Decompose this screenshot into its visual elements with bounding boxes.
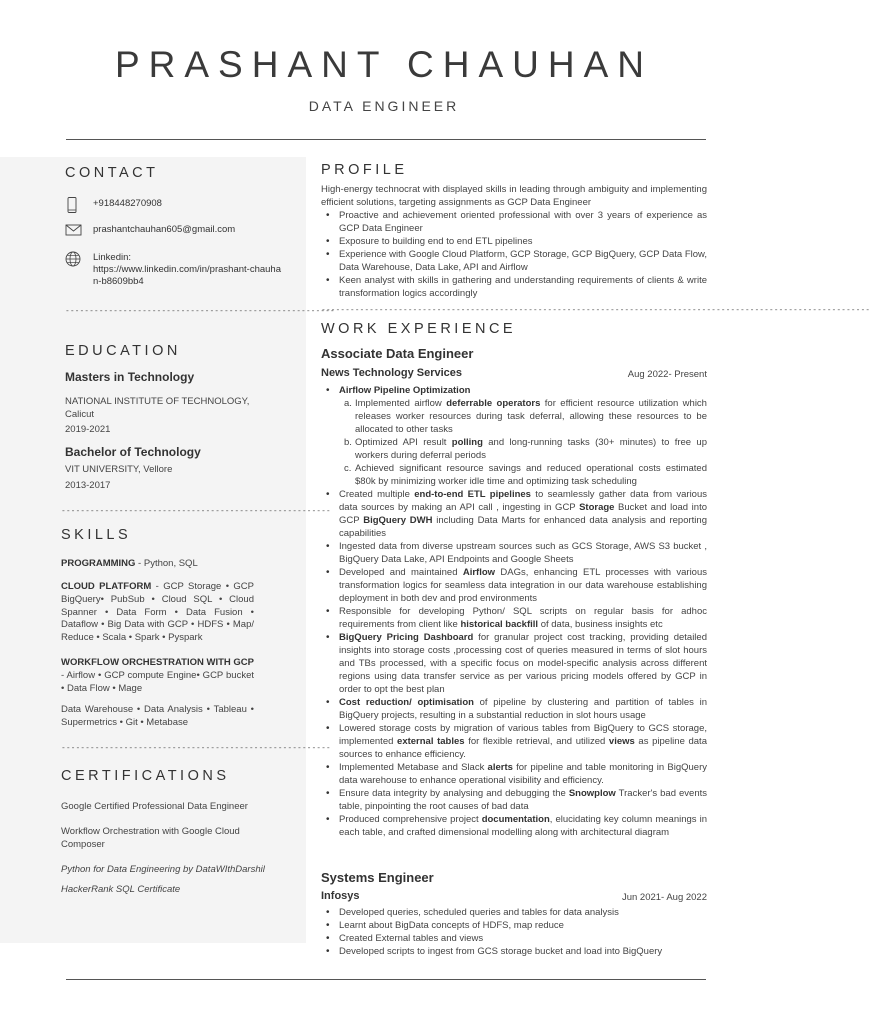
- work-heading: WORK EXPERIENCE: [321, 321, 517, 337]
- text: Developed and maintained: [339, 567, 463, 578]
- skill-values: - Python, SQL: [135, 558, 198, 569]
- emphasis: deferrable operators: [446, 398, 541, 409]
- text: DAGs, enhancing ETL processes with various transformation logics for seamless data integration in our data warehouse establishing deployment in both dev and prod environments: [339, 567, 707, 604]
- text: Implemented Metabase and Slack: [339, 762, 488, 773]
- footer-divider: [66, 979, 706, 980]
- section-divider: ------------------------------------------------------------------------------------------------------------------: [321, 305, 870, 314]
- text: Implemented airflow: [355, 398, 447, 409]
- list-item: [321, 631, 707, 696]
- emphasis: Cost reduction/ optimisation: [339, 697, 474, 708]
- education-heading: EDUCATION: [65, 343, 181, 359]
- job-dates: Jun 2021- Aug 2022: [621, 892, 707, 903]
- emphasis: external tables: [397, 736, 465, 747]
- list-item: [321, 384, 707, 488]
- school-name: NATIONAL INSTITUTE OF TECHNOLOGY, Calicut: [65, 396, 250, 420]
- list-item: [321, 696, 707, 722]
- degree-title: Bachelor of Technology: [65, 445, 201, 459]
- emphasis: historical backfill: [460, 619, 539, 630]
- email-address[interactable]: prashantchauhan605@gmail.com: [93, 224, 236, 235]
- list-item: [321, 722, 707, 761]
- text: , elucidating key column meanings in each table, and crafted dimensional modelling along with architectural diagram: [339, 814, 707, 838]
- list-item: [321, 488, 707, 540]
- text: Responsible for developing Python/ SQL scripts on regular basis for adhoc requirements from client like: [339, 606, 707, 630]
- skill-programming: [61, 558, 254, 571]
- phone-icon: [65, 197, 83, 213]
- sub-marker: b.: [344, 437, 352, 448]
- text: of pipeline by clustering and partition of tables in BigQuery projects, resulting in a substantial reduction in slot hours usage: [339, 697, 707, 721]
- text: Lowered storage costs by migration of various tables from BigQuery to GCS storage, implemented: [339, 723, 707, 747]
- emphasis: BigQuery Pricing Dashboard: [339, 632, 474, 643]
- text: Tracker's bad events table, pinpointing the root causes of bad data: [339, 788, 708, 812]
- sub-item: [339, 397, 707, 436]
- emphasis: views: [608, 736, 635, 747]
- list-item: • Created External tables and views: [321, 932, 707, 945]
- list-item: • Experience with Google Cloud Platform, GCP Storage, GCP BigQuery, GCP Data Flow, Data Warehouse, Data Lake, API and Airflow: [321, 248, 707, 274]
- list-item: • Developed scripts to ingest from GCS storage bucket and load into BigQuery: [321, 945, 707, 958]
- skills-heading: SKILLS: [61, 527, 132, 543]
- candidate-role: DATA ENGINEER: [308, 98, 460, 114]
- certifications-heading: CERTIFICATIONS: [61, 768, 230, 784]
- job-bullets: [321, 906, 707, 958]
- education-years: 2019-2021: [65, 424, 111, 435]
- list-item: [321, 813, 707, 839]
- emphasis: documentation: [481, 814, 550, 825]
- profile-bullets: [321, 209, 707, 300]
- candidate-name: PRASHANT CHAUHAN: [114, 44, 654, 85]
- company-name: Infosys: [321, 890, 360, 902]
- degree-title: Masters in Technology: [65, 370, 195, 384]
- text: for pipeline and table monitoring in BigQuery data warehouse to enhance operational visibility and efficiency.: [339, 762, 707, 786]
- text: including Data Marts for enhanced data analysis and reporting capabilities: [339, 515, 707, 539]
- text: for efficient resource utilization which releases worker resources during task deferral, allowing these resources to be allocated to other tasks: [355, 398, 707, 435]
- text: Bucket and load into GCP: [339, 502, 707, 526]
- emphasis: Airflow: [462, 567, 496, 578]
- linkedin-label: Linkedin:: [93, 252, 132, 263]
- list-item: [321, 761, 707, 787]
- mail-icon: [65, 223, 83, 239]
- list-item: [321, 566, 707, 605]
- list-item: [321, 787, 707, 813]
- list-item: • Proactive and achievement oriented professional with over 3 years of experience as GCP Data Engineer: [321, 209, 707, 235]
- skill-workflow: [61, 657, 254, 695]
- sub-marker: c.: [344, 463, 352, 474]
- certification-item: Python for Data Engineering by DataWIthDarshil: [61, 864, 265, 875]
- skill-label: PROGRAMMING: [61, 558, 136, 569]
- company-name: News Technology Services: [321, 367, 463, 379]
- emphasis: Storage: [579, 502, 615, 513]
- profile-intro: High-energy technocrat with displayed skills in leading through ambiguity and implementing efficient solutions, targeting assignments as GCP Data Engineer: [321, 184, 707, 208]
- skill-other: Data Warehouse • Data Analysis • Tableau • Supermetrics • Git • Metabase: [61, 704, 254, 728]
- emphasis: alerts: [487, 762, 513, 773]
- globe-icon: [65, 251, 83, 267]
- sub-item: [339, 462, 707, 488]
- job-bullets: [321, 384, 707, 839]
- list-item: • Keen analyst with skills in gathering and understanding requirements of clients & write transformation logics accordingly: [321, 274, 707, 300]
- text: for granular project cost tracking, providing detailed insights into storage costs ,processing cost of queries measured in terms of slot hours and TBs processed, with a specific focus on model-specific analysis across different regions using data transfer service as per various pricing models offered by GCP in order to opt the best plan: [339, 632, 707, 695]
- text: Created multiple: [339, 489, 415, 500]
- linkedin-url[interactable]: https://www.linkedin.com/in/prashant-chauhan-b8609bb4: [93, 264, 281, 287]
- certification-item: HackerRank SQL Certificate: [61, 884, 181, 895]
- skill-label: WORKFLOW ORCHESTRATION WITH GCP: [61, 657, 254, 668]
- emphasis: polling: [451, 437, 483, 448]
- job-dates: Aug 2022- Present: [627, 369, 707, 380]
- emphasis: BigQuery DWH: [363, 515, 433, 526]
- list-item: [321, 605, 707, 631]
- emphasis: end-to-end ETL pipelines: [414, 489, 531, 500]
- skill-cloud: [61, 581, 254, 645]
- list-item: • Developed queries, scheduled queries and tables for data analysis: [321, 906, 707, 919]
- phone-number[interactable]: +918448270908: [93, 198, 162, 209]
- list-item: • Ingested data from diverse upstream sources such as GCS Storage, AWS S3 bucket , BigQuery Data Lake, API Endpoints and Google Sheets: [321, 540, 707, 566]
- text: Optimized API result: [355, 437, 452, 448]
- text: Produced comprehensive project: [339, 814, 482, 825]
- text: as pipeline data sources to enhance efficiency.: [339, 736, 707, 760]
- emphasis: Snowplow: [568, 788, 616, 799]
- text: for flexible retrieval, and utilized: [464, 736, 609, 747]
- list-item: • Learnt about BigData concepts of HDFS, map reduce: [321, 919, 707, 932]
- skill-values: - Airflow • GCP compute Engine• GCP bucket • Data Flow • Mage: [61, 669, 254, 694]
- profile-heading: PROFILE: [321, 162, 408, 178]
- text: of data, business insights etc: [538, 619, 663, 630]
- job-title: Systems Engineer: [321, 870, 434, 885]
- sub-list: [339, 397, 707, 488]
- sub-marker: a.: [344, 398, 352, 409]
- contact-heading: CONTACT: [65, 165, 159, 181]
- header-divider: [66, 139, 706, 140]
- section-divider: --------------------------------------------------------: [65, 306, 335, 315]
- text: and long-running tasks (30+ minutes) to free up workers during deferral periods: [355, 437, 707, 461]
- certification-item: Workflow Orchestration with Google Cloud Composer: [61, 826, 240, 850]
- text: to seamlessly gather data from various data sources by making an API call , ingesting in GCP: [339, 489, 707, 513]
- list-item: • Exposure to building end to end ETL pipelines: [321, 235, 707, 248]
- text: Ensure data integrity by analysing and debugging the: [339, 788, 569, 799]
- skill-label: CLOUD PLATFORM: [61, 581, 152, 592]
- section-divider: --------------------------------------------------------: [61, 506, 331, 515]
- text: Achieved significant resource savings and reduced operational costs estimated $80k by minimizing worker idle time and optimizing task scheduling: [355, 463, 707, 487]
- education-years: 2013-2017: [65, 480, 111, 491]
- job-title: Associate Data Engineer: [321, 346, 474, 361]
- bullet-heading: Airflow Pipeline Optimization: [339, 385, 471, 396]
- section-divider: --------------------------------------------------------: [61, 743, 331, 752]
- certification-item: Google Certified Professional Data Engineer: [61, 801, 248, 812]
- skill-values: - GCP Storage • GCP BigQuery• PubSub • Cloud SQL • Cloud Spanner • Data Form • Data Fusion • Dataflow • Big Data with GCP • HDFS • Map/ Reduce • Scala • Spark • Pyspark: [61, 581, 254, 644]
- school-name: VIT UNIVERSITY, Vellore: [65, 464, 173, 475]
- sub-item: [339, 436, 707, 462]
